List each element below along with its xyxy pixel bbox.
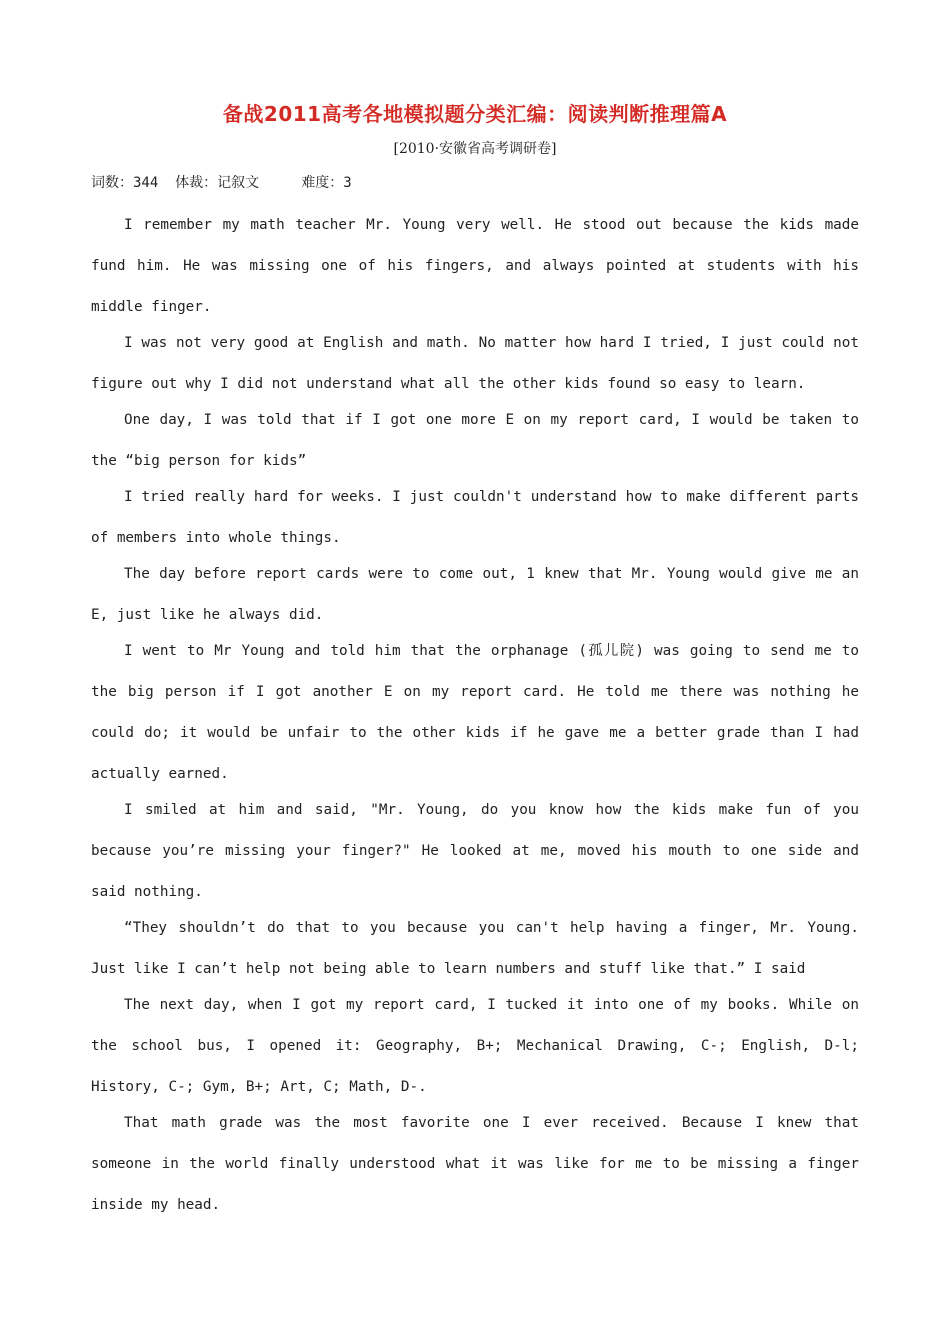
paragraph: I went to Mr Young and told him that the orphanage (孤儿院) was going to send me to the big person if I got another E on my report card. He told me there was nothing he could do; it would be unfair to the other kids if he gave me a better grade than I had actually earned.: [91, 643, 859, 782]
paragraph: One day, I was told that if I got one more E on my report card, I would be taken to the “big person for kids”: [91, 412, 859, 469]
paragraph: “They shouldn’t do that to you because you can't help having a finger, Mr. Young. Just like I can’t help not being able to learn numbers and stuff like that.” I said: [91, 920, 859, 977]
paragraph: I remember my math teacher Mr. Young very well. He stood out because the kids made fund him. He was missing one of his fingers, and always pointed at students with his middle finger.: [91, 217, 859, 315]
paragraph: That math grade was the most favorite one I ever received. Because I knew that someone in the world finally understood what it was like for me to be missing a finger inside my head.: [91, 1115, 859, 1213]
paragraph: I smiled at him and said, "Mr. Young, do you know how the kids make fun of you because you’re missing your finger?" He looked at me, moved his mouth to one side and said nothing.: [91, 802, 859, 900]
paragraph: I tried really hard for weeks. I just couldn't understand how to make different parts of members into whole things.: [91, 489, 859, 546]
paragraph: I was not very good at English and math. No matter how hard I tried, I just could not figure out why I did not understand what all the other kids found so easy to learn.: [91, 335, 859, 392]
document-body: [91, 205, 859, 1221]
document-meta: 词数：344 体裁：记叙文 难度：3: [91, 175, 352, 191]
paragraph: The next day, when I got my report card, I tucked it into one of my books. While on the school bus, I opened it: Geography, B+; Mechanical Drawing, C-; English, D-l; History, C-; Gym, B+; Art, C; Math, D-.: [91, 997, 859, 1095]
document-title: 备战2011高考各地模拟题分类汇编：阅读判断推理篇A: [222, 102, 728, 126]
document-source: [2010·安徽省高考调研卷]: [393, 141, 557, 157]
paragraph: The day before report cards were to come out, 1 knew that Mr. Young would give me an E, just like he always did.: [91, 566, 859, 623]
